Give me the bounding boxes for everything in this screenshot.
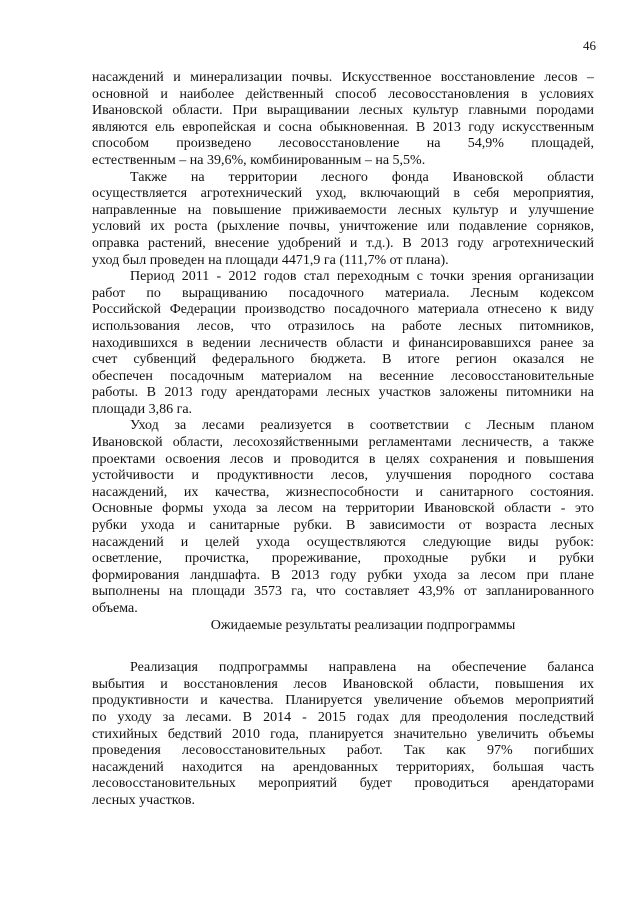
text-line: Также на территории лесного фонда Ивановской области — [130, 169, 594, 185]
spacer — [92, 634, 594, 660]
text-line: работ по выращиванию посадочного материала. Лесным кодексом — [92, 285, 594, 301]
text-line: направленные на повышение приживаемости лесных культур и улучшение — [92, 202, 594, 218]
text-line: насаждений находится на арендованных территориях, большая часть — [92, 759, 594, 775]
paragraph-5 — [92, 660, 594, 809]
text-line: работы. В 2013 году арендаторами лесных участков заложены питомники на — [92, 385, 594, 401]
text-line: по уходу за лесами. В 2014 - 2015 годах для преодоления последствий — [92, 709, 594, 725]
text-line: находившихся в ведении лесничеств области и финансировавшихся ранее за — [92, 335, 594, 351]
text-line: проведения лесовосстановительных работ. Так как 97% погибших — [92, 743, 594, 759]
text-line: продуктивности и качества. Планируется увеличение объемов мероприятий — [92, 693, 594, 709]
text-line: осуществляется агротехнический уход, включающий в себя мероприятия, — [92, 186, 594, 202]
paragraph-1 — [92, 70, 594, 170]
paragraph-4 — [92, 418, 594, 617]
text-line: площади 3,86 га. — [92, 401, 193, 417]
paragraph-3 — [92, 269, 594, 418]
text-line: условий их роста (рыхление почвы, уничтожение или подавление сорняков, — [92, 219, 594, 235]
text-line: Уход за лесами реализуется в соответствии с Лесным планом — [130, 418, 594, 434]
text-line: объема. — [92, 601, 138, 616]
text-line: выполнены на площади 3573 га, что составляет 43,9% от запланированного — [92, 584, 594, 600]
text-line: Реализация подпрограммы направлена на обеспечение баланса — [130, 660, 594, 676]
paragraph-2 — [92, 170, 594, 270]
text-line: Ивановской области. При выращивании лесных культур главными породами — [92, 103, 594, 119]
text-line: основной и наиболее действенный способ лесовосстановления в условиях — [92, 86, 594, 102]
text-line: осветление, прочистка, прореживание, проходные рубки и рубки — [92, 551, 594, 567]
text-line: Российской Федерации производство посадочного материала отнесено к виду — [92, 302, 594, 318]
text-line: насаждений, их качества, жизнеспособности и санитарного состояния. — [92, 484, 594, 500]
text-line: оправка растений, внесение удобрений и т.д.). В 2013 году агротехнический — [92, 235, 594, 251]
text-line: формирования ландшафта. В 2013 году рубки ухода за лесом при плане — [92, 567, 594, 583]
text-line: насаждений и минерализации почвы. Искусственное восстановление лесов – — [92, 70, 594, 85]
text-line: устойчивости и продуктивности лесов, улучшения породного состава — [92, 468, 594, 484]
text-line: рубки ухода и санитарные рубки. В зависимости от возраста лесных — [92, 518, 594, 534]
page-number: 46 — [583, 38, 596, 53]
text-line: лесных участков. — [92, 792, 195, 808]
text-line: Основные формы ухода за лесом на территории Ивановской области - это — [92, 501, 594, 517]
text-line: Период 2011 - 2012 годов стал переходным с точки зрения организации — [130, 269, 594, 285]
text-line: являются ель европейская и сосна обыкновенная. В 2013 году искусственным — [92, 119, 594, 135]
text-line: насаждений и целей ухода осуществляются следующие виды рубок: — [92, 534, 594, 550]
text-line: использования лесов, что отразилось на работе лесных питомников, — [92, 318, 594, 334]
page-content — [92, 70, 594, 810]
text-line: Ивановской области, лесохозяйственными регламентами лесничеств, а также — [92, 435, 594, 451]
text-line: способом произведено лесовосстановление на 54,9% площадей, — [92, 136, 594, 152]
text-line: естественным – на 39,6%, комбинированным – на 5,5%. — [92, 152, 426, 168]
text-line: стихийных бедствий 2010 года, планируется значительно увеличить объемы — [92, 726, 594, 742]
text-line: счет субвенций федерального бюджета. В итоге регион оказался не — [92, 352, 594, 368]
section-heading: Ожидаемые результаты реализации подпрограммы — [210, 617, 516, 633]
text-line: проектами освоения лесов и проводится в целях сохранения и повышения — [92, 451, 594, 467]
text-line: уход был проведен на площади 4471,9 га (111,7% от плана). — [92, 252, 449, 268]
text-line: лесовосстановительных мероприятий будет проводиться арендаторами — [92, 776, 594, 792]
text-line: выбытия и восстановления лесов Ивановской области, повышения их — [92, 676, 594, 692]
text-line: обеспечен посадочным материалом на весенние лесовосстановительные — [92, 368, 594, 384]
